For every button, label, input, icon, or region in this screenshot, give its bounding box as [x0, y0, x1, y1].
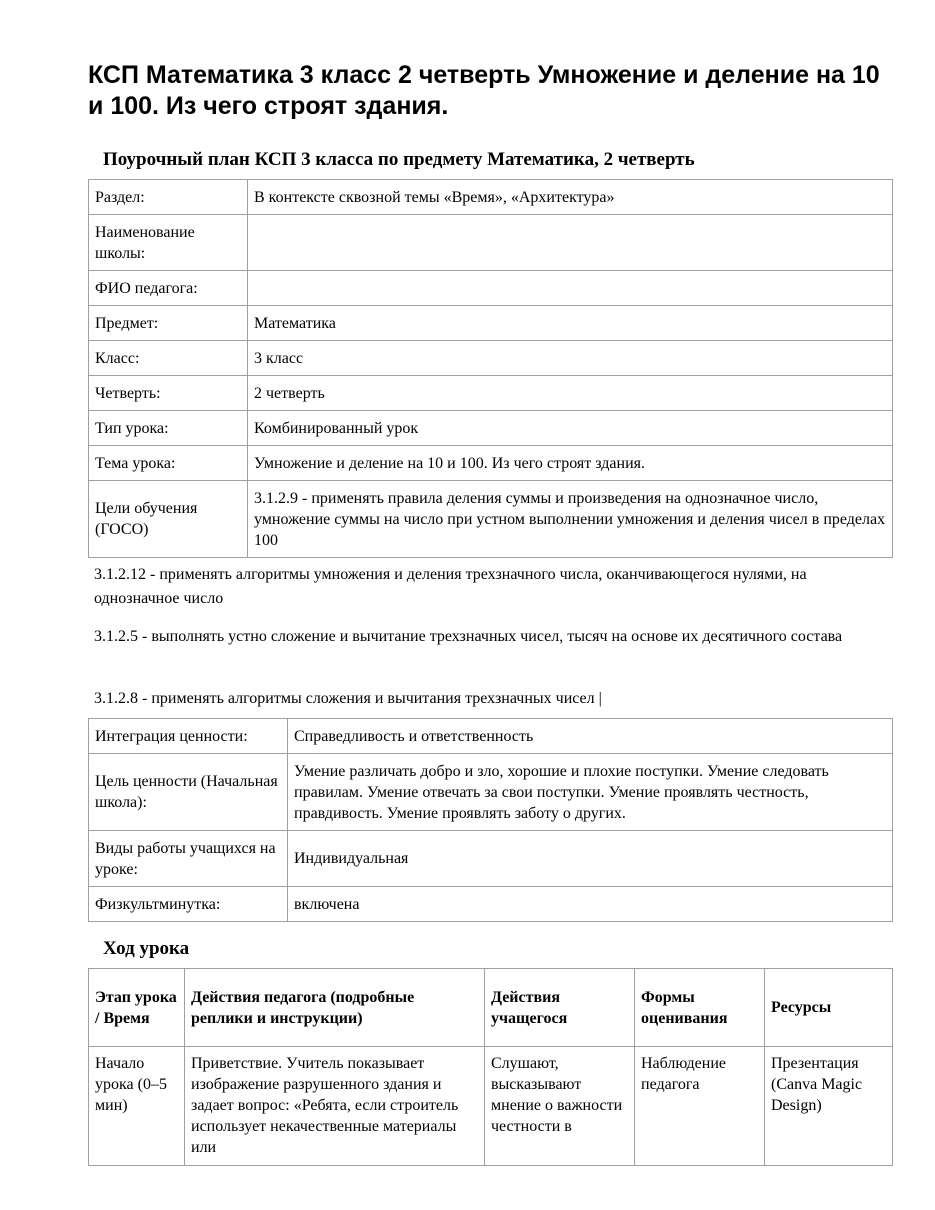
row-value: 3 класс: [248, 341, 893, 376]
row-label: Раздел:: [89, 180, 248, 215]
row-label: Виды работы учащихся на уроке:: [89, 831, 288, 887]
column-header: Ресурсы: [765, 969, 893, 1047]
table-row: [89, 887, 893, 922]
plan-heading: Поурочный план КСП 3 класса по предмету Математика, 2 четверть: [103, 149, 695, 170]
column-header: Действия педагога (подробные реплики и инструкции): [185, 969, 485, 1047]
goal-paragraph: 3.1.2.8 - применять алгоритмы сложения и вычитания трехзначных чисел |: [94, 690, 602, 707]
table-row: [89, 271, 893, 306]
row-value: 3.1.2.9 - применять правила деления суммы и произведения на однозначное число, умножение суммы на число при устном выполнении умножения и деления чисел в пределах 100: [248, 481, 893, 558]
table-cell: Наблюдение педагога: [635, 1047, 765, 1166]
goal-paragraph: 3.1.2.12 - применять алгоритмы умножения и деления трехзначного числа, оканчивающегося нулями, на однозначное число: [94, 566, 807, 607]
row-label: ФИО педагога:: [89, 271, 248, 306]
table-row: [89, 481, 893, 558]
table-row: [89, 446, 893, 481]
table-row: [89, 411, 893, 446]
table-row: [89, 754, 893, 831]
table-row: [89, 719, 893, 754]
column-header: Этап урока / Время: [89, 969, 185, 1047]
table-header-row: [89, 969, 893, 1047]
table-cell: Слушают, высказывают мнение о важности честности в: [485, 1047, 635, 1166]
table-cell: Презентация (Canva Magic Design): [765, 1047, 893, 1166]
row-label: Класс:: [89, 341, 248, 376]
page-title: КСП Математика 3 класс 2 четверть Умножение и деление на 10 и 100. Из чего строят здания.: [88, 61, 880, 120]
row-label: Цель ценности (Начальная школа):: [89, 754, 288, 831]
row-value: [248, 271, 893, 306]
row-label: Тип урока:: [89, 411, 248, 446]
table-row: [89, 341, 893, 376]
table-row: [89, 180, 893, 215]
row-value: Справедливость и ответственность: [288, 719, 893, 754]
table-cell: Приветствие. Учитель показывает изображение разрушенного здания и задает вопрос: «Ребята, если строитель использует некачественные материалы или: [185, 1047, 485, 1166]
table-row: [89, 831, 893, 887]
values-table: [88, 718, 893, 922]
row-value: В контексте сквозной темы «Время», «Архитектура»: [248, 180, 893, 215]
row-label: Тема урока:: [89, 446, 248, 481]
row-label: Предмет:: [89, 306, 248, 341]
row-value: [248, 215, 893, 271]
row-label: Физкультминутка:: [89, 887, 288, 922]
goal-paragraph: 3.1.2.5 - выполнять устно сложение и вычитание трехзначных чисел, тысяч на основе их десятичного состава: [94, 628, 843, 645]
row-value: Умение различать добро и зло, хорошие и плохие поступки. Умение следовать правилам. Умение отвечать за свои поступки. Умение проявлять честность, правдивость. Умение проявлять заботу о других.: [288, 754, 893, 831]
row-value: Умножение и деление на 10 и 100. Из чего строят здания.: [248, 446, 893, 481]
row-value: 2 четверть: [248, 376, 893, 411]
table-row: [89, 306, 893, 341]
row-label: Интеграция ценности:: [89, 719, 288, 754]
table-row: [89, 1047, 893, 1166]
row-value: Индивидуальная: [288, 831, 893, 887]
table-row: [89, 215, 893, 271]
column-header: Формы оценивания: [635, 969, 765, 1047]
table-row: [89, 376, 893, 411]
row-value: Комбинированный урок: [248, 411, 893, 446]
lesson-heading: Ход урока: [103, 938, 190, 959]
row-label: Наименование школы:: [89, 215, 248, 271]
column-header: Действия учащегося: [485, 969, 635, 1047]
row-label: Цели обучения (ГОСО): [89, 481, 248, 558]
row-value: включена: [288, 887, 893, 922]
lesson-table: [88, 968, 893, 1166]
table-cell: Начало урока (0–5 мин): [89, 1047, 185, 1166]
row-label: Четверть:: [89, 376, 248, 411]
info-table: [88, 179, 893, 558]
row-value: Математика: [248, 306, 893, 341]
